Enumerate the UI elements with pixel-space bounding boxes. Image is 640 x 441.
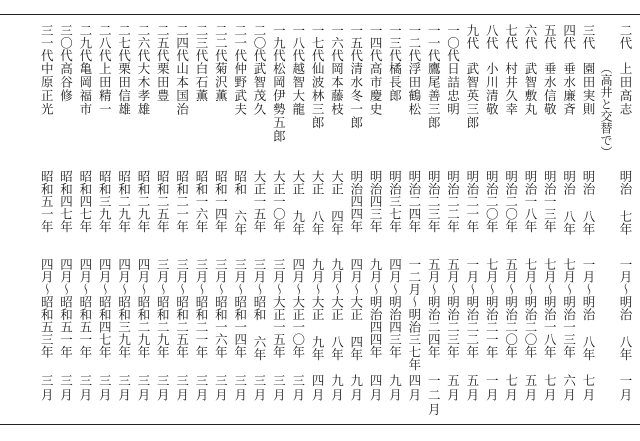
table-row [228, 0, 247, 441]
generation-label: 一三代 [387, 24, 403, 62]
term-end: 四月〜明治四三年 [387, 258, 403, 358]
generation-label: 二八代 [97, 24, 113, 62]
term-start: 明治二四年 [406, 170, 422, 233]
header-note-column [594, 0, 613, 441]
end-month: 三月 [77, 374, 93, 403]
generation-label: 一六代 [329, 24, 345, 62]
principal-name: 橘長郎 [387, 62, 403, 103]
term-end: 九月〜明治四四年 [368, 258, 384, 358]
end-month: 四月 [310, 374, 326, 403]
generation-label: 一〇代 [445, 24, 461, 62]
table-row [383, 0, 402, 441]
principal-name: 仲野武夫 [232, 62, 248, 116]
term-start: 明治 七年 [618, 170, 633, 235]
term-start: 明治二〇年 [503, 170, 519, 233]
term-end: 四月〜大正 四年 [348, 258, 364, 361]
principal-name: 高谷修 [58, 62, 74, 103]
end-month: 三月 [290, 374, 306, 403]
term-start: 昭和一六年 [194, 170, 209, 233]
table-row [499, 0, 518, 441]
generation-label: 六代 [522, 24, 538, 49]
term-end: 四月〜昭和五三年 [39, 258, 55, 358]
term-start: 昭和二九年 [135, 170, 151, 233]
term-end: 三月〜昭和一六年 [213, 258, 229, 358]
end-month: 三月 [116, 374, 132, 403]
term-start: 明治四四年 [348, 170, 364, 233]
end-month: 三月 [58, 374, 74, 403]
term-start: 大正 八年 [310, 170, 326, 235]
term-end: 一月〜明治 八年 [618, 258, 633, 361]
term-end: 五月〜明治二〇年 [503, 258, 519, 358]
end-month: 三月 [194, 374, 209, 403]
term-start: 明治二一年 [464, 170, 480, 233]
table-row [557, 0, 576, 441]
principal-name: 園田実則 [581, 62, 596, 116]
principal-name: 中原正光 [39, 62, 55, 116]
term-start: 昭和二五年 [155, 170, 171, 233]
term-start: 昭和五一年 [39, 170, 55, 233]
end-month: 七月 [503, 374, 519, 403]
principal-name: 岡本藤枝 [329, 62, 345, 116]
principal-name: 村井久幸 [503, 62, 519, 116]
term-end: 四月〜昭和四七年 [97, 258, 113, 358]
table-row [479, 0, 498, 441]
principal-name: 武智敷丸 [522, 62, 538, 116]
generation-label: 九代 [464, 24, 480, 49]
end-month: 三月 [135, 374, 151, 403]
term-end: 四月〜大正一〇年 [290, 258, 306, 358]
generation-label: 四代 [561, 24, 577, 49]
table-row [170, 0, 189, 441]
principal-name: 越智大龍 [290, 62, 306, 116]
end-month: 四月 [406, 374, 422, 403]
principal-name: 垂水信敬 [542, 62, 558, 116]
term-start: 明治 八年 [581, 170, 596, 235]
table-row [54, 0, 73, 441]
term-end: 三月〜昭和二一年 [194, 258, 209, 358]
principal-name: 亀岡福市 [77, 62, 93, 116]
table-row [266, 0, 285, 441]
principal-name: 栗田信雄 [116, 62, 132, 116]
term-end: 五月〜明治二三年 [445, 258, 461, 358]
principal-name: 上田精一 [97, 62, 113, 116]
generation-label: 二九代 [77, 24, 93, 62]
end-month: 九月 [348, 374, 364, 403]
generation-label: 二七代 [116, 24, 132, 62]
term-end: 七月〜明治一三年 [561, 258, 577, 358]
table-row [441, 0, 460, 441]
term-start: 大正 四年 [329, 170, 345, 235]
generation-label: 一五代 [348, 24, 364, 62]
generation-label: 七代 [503, 24, 519, 49]
term-start: 明治 八年 [561, 170, 577, 235]
term-end: 四月〜昭和五一年 [58, 258, 74, 358]
end-month: 七月 [542, 374, 558, 403]
principal-name: 高市慶史 [368, 62, 384, 116]
term-end: 七月〜明治二一年 [484, 258, 500, 358]
term-end: 一月〜明治 八年 [581, 258, 596, 361]
table-row [324, 0, 343, 441]
table-row [150, 0, 169, 441]
generation-label: 一一代 [426, 24, 442, 62]
principal-name: 上田高志 [618, 62, 633, 116]
generation-label: 二三代 [194, 24, 209, 62]
term-start: 明治二二年 [445, 170, 461, 233]
term-start: 大正 九年 [290, 170, 306, 235]
table-row [131, 0, 150, 441]
term-start: 大正一五年 [252, 170, 268, 233]
generation-label: 五代 [542, 24, 558, 49]
principal-name: 鷹尾善三郎 [426, 62, 442, 130]
end-month: 三月 [252, 374, 268, 403]
table-row [92, 0, 111, 441]
term-start: 昭和四七年 [58, 170, 74, 233]
term-end: 四月〜昭和二九年 [135, 258, 151, 358]
term-end: 四月〜昭和五一年 [77, 258, 93, 358]
table-row [344, 0, 363, 441]
end-month: 三月 [155, 374, 171, 403]
principal-name: 垂水廉斉 [561, 62, 577, 116]
generation-label: 二代 [618, 24, 633, 49]
principal-name: 栗田豊 [155, 62, 171, 103]
term-end: 三月〜昭和二九年 [155, 258, 171, 358]
generation-label: 一九代 [271, 24, 287, 62]
end-month: 三月 [39, 374, 55, 403]
generation-label: 三代 [581, 24, 596, 49]
end-month: 一月 [618, 374, 633, 403]
table-row [34, 0, 53, 441]
term-end: 九月〜大正 八年 [329, 258, 345, 361]
term-start: 明治二〇年 [484, 170, 500, 233]
generation-label: 一二代 [406, 24, 422, 62]
generation-label: 一四代 [368, 24, 384, 62]
term-end: 一月〜明治二二年 [464, 258, 480, 358]
principal-name: 小川清敬 [484, 62, 500, 116]
term-start: 明治四三年 [368, 170, 384, 233]
principal-name: 松岡伊勢五郎 [271, 62, 287, 143]
table-row [112, 0, 131, 441]
table-row [305, 0, 324, 441]
generation-label: 一七代 [310, 24, 326, 62]
table-row [460, 0, 479, 441]
end-month: 三月 [271, 374, 287, 403]
principal-name: 武智英三郎 [464, 62, 480, 130]
term-start: 昭和四七年 [77, 170, 93, 233]
term-start: 明治一八年 [522, 170, 538, 233]
table-row [189, 0, 208, 441]
table-row [518, 0, 537, 441]
end-month: 一二月 [426, 374, 442, 418]
principal-name: 白石薫 [194, 62, 209, 103]
term-start: 昭和二一年 [174, 170, 190, 233]
table-row [208, 0, 227, 441]
principal-name: 仙波林三郎 [310, 62, 326, 130]
end-month: 三月 [232, 374, 248, 403]
table-row [247, 0, 266, 441]
generation-label: 二四代 [174, 24, 190, 62]
term-end: 九月〜大正 九年 [310, 258, 326, 361]
end-month: 三月 [213, 374, 229, 403]
principal-name: 山本国治 [174, 62, 190, 116]
term-start: 明治一三年 [542, 170, 558, 233]
term-start: 昭和一四年 [213, 170, 229, 233]
principal-name: 日詰忠明 [445, 62, 461, 116]
principal-name: 浮田鶴松 [406, 62, 422, 116]
term-end: 三月〜昭和一四年 [232, 258, 248, 358]
table-row [402, 0, 421, 441]
term-end: 三月〜昭和 六年 [252, 258, 268, 361]
end-month: 九月 [387, 374, 403, 403]
term-start: 明治二三年 [426, 170, 442, 233]
end-month: 九月 [329, 374, 345, 403]
end-month: 三月 [97, 374, 113, 403]
end-month: 三月 [174, 374, 190, 403]
generation-label: 一八代 [290, 24, 306, 62]
term-start: 昭和二九年 [116, 170, 132, 233]
generation-label: 二一代 [232, 24, 248, 62]
term-end: 七月〜明治二〇年 [522, 258, 538, 358]
principal-name: 清水冬一郎 [348, 62, 364, 130]
generation-label: 二六代 [135, 24, 151, 62]
term-end: 五月〜明治二四年 [426, 258, 442, 358]
principal-name: 武智茂久 [252, 62, 268, 116]
table-row [73, 0, 92, 441]
term-start: 大正一〇年 [271, 170, 287, 233]
end-month: 七月 [581, 374, 596, 403]
principal-name: 大木孝雄 [135, 62, 151, 116]
end-month: 一月 [484, 374, 500, 403]
term-end: 七月〜明治一八年 [542, 258, 558, 358]
table-row [576, 0, 595, 441]
term-start: 昭和 六年 [232, 170, 248, 235]
table-row [537, 0, 556, 441]
table-row [286, 0, 305, 441]
end-month: 五月 [464, 374, 480, 403]
generation-label: 二二代 [213, 24, 229, 62]
generation-label: 三一代 [39, 24, 55, 62]
end-month: 五月 [522, 374, 538, 403]
generation-label: 八代 [484, 24, 500, 49]
term-end: 三月〜大正一五年 [271, 258, 287, 358]
end-month: 四月 [368, 374, 384, 403]
table-row [421, 0, 440, 441]
end-month: 五月 [445, 374, 461, 403]
generation-label: 二五代 [155, 24, 171, 62]
rotation-note: （高井と交替で） [599, 62, 613, 158]
term-start: 明治三七年 [387, 170, 403, 233]
table-row [363, 0, 382, 441]
generation-label: 二〇代 [252, 24, 268, 62]
end-month: 六月 [561, 374, 577, 403]
generation-label: 三〇代 [58, 24, 74, 62]
term-start: 昭和三九年 [97, 170, 113, 233]
principal-name: 菊沢薫 [213, 62, 229, 103]
term-end: 三月〜昭和二五年 [174, 258, 190, 358]
term-end: 一二月〜明治三七年 [406, 258, 422, 371]
term-end: 四月〜昭和三九年 [116, 258, 132, 358]
header-column [613, 0, 632, 441]
